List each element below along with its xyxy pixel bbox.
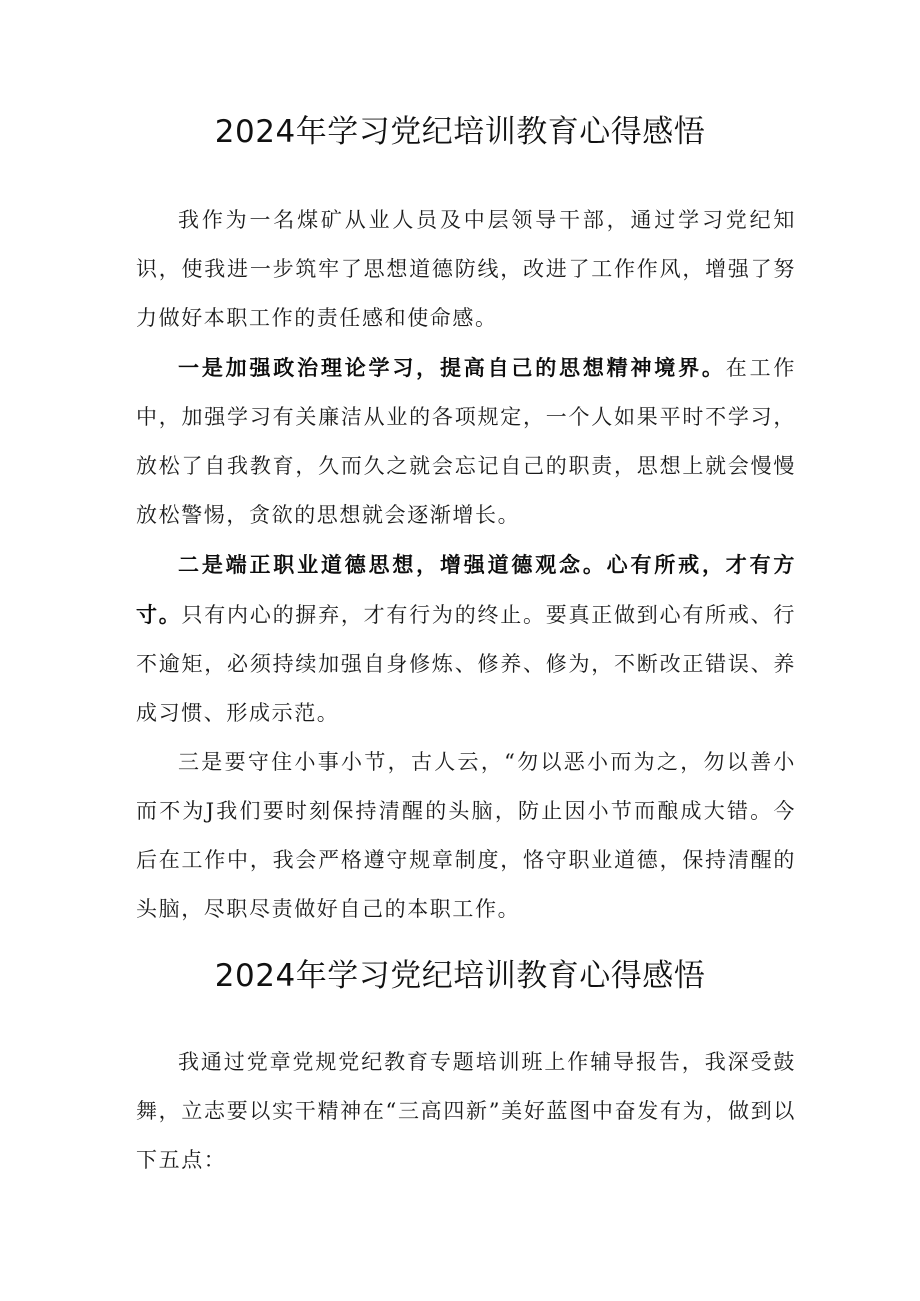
point-2-text: 只有内心的摒弃，才有行为的终止。要真正做到心有所戒、行不逾矩，必须持续加强自身修炼、修养、修为，不断改正错误、养成习惯、形成示范。 — [136, 603, 796, 725]
point-2-heading: 二是端正职业道德思想，增强道德观念。心有所戒，才有方寸。 — [136, 552, 796, 627]
point-1-heading: 一是加强政治理论学习，提高自己的思想精神境界。 — [178, 355, 726, 380]
article-1-point-1-paragraph — [136, 343, 796, 540]
point-1-text: 在工作中，加强学习有关廉洁从业的各项规定，一个人如果平时不学习，放松了自我教育，久而久之就会忘记自己的职责，思想上就会慢慢放松警惕，贪欲的思想就会逐渐增长。 — [136, 356, 796, 527]
article-1-point-3-paragraph: 三是要守住小事小节，古人云，“勿以恶小而为之，勿以善小而不为J我们要时刻保持清醒的头脑，防止因小节而酿成大错。今后在工作中，我会严格遵守规章制度，恪守职业道德，保持清醒的头脑，尽职尽责做好自己的本职工作。 — [136, 750, 796, 921]
article-1-intro-paragraph: 我作为一名煤矿从业人员及中层领导干部，通过学习党纪知识，使我进一步筑牢了思想道德防线，改进了工作作风，增强了努力做好本职工作的责任感和使命感。 — [136, 208, 796, 330]
article-1-title: 2024年学习党纪培训教育心得感悟 — [214, 114, 706, 150]
article-2-body — [136, 1038, 796, 1185]
article-1-point-2-paragraph — [136, 540, 796, 738]
article-2-title: 2024年学习党纪培训教育心得感悟 — [214, 958, 706, 994]
article-1-body — [136, 196, 796, 934]
article-2-intro-paragraph: 我通过党章党规党纪教育专题培训班上作辅导报告，我深受鼓舞，立志要以实干精神在“三高四新”美好蓝图中奋发有为，做到以下五点： — [136, 1050, 796, 1172]
